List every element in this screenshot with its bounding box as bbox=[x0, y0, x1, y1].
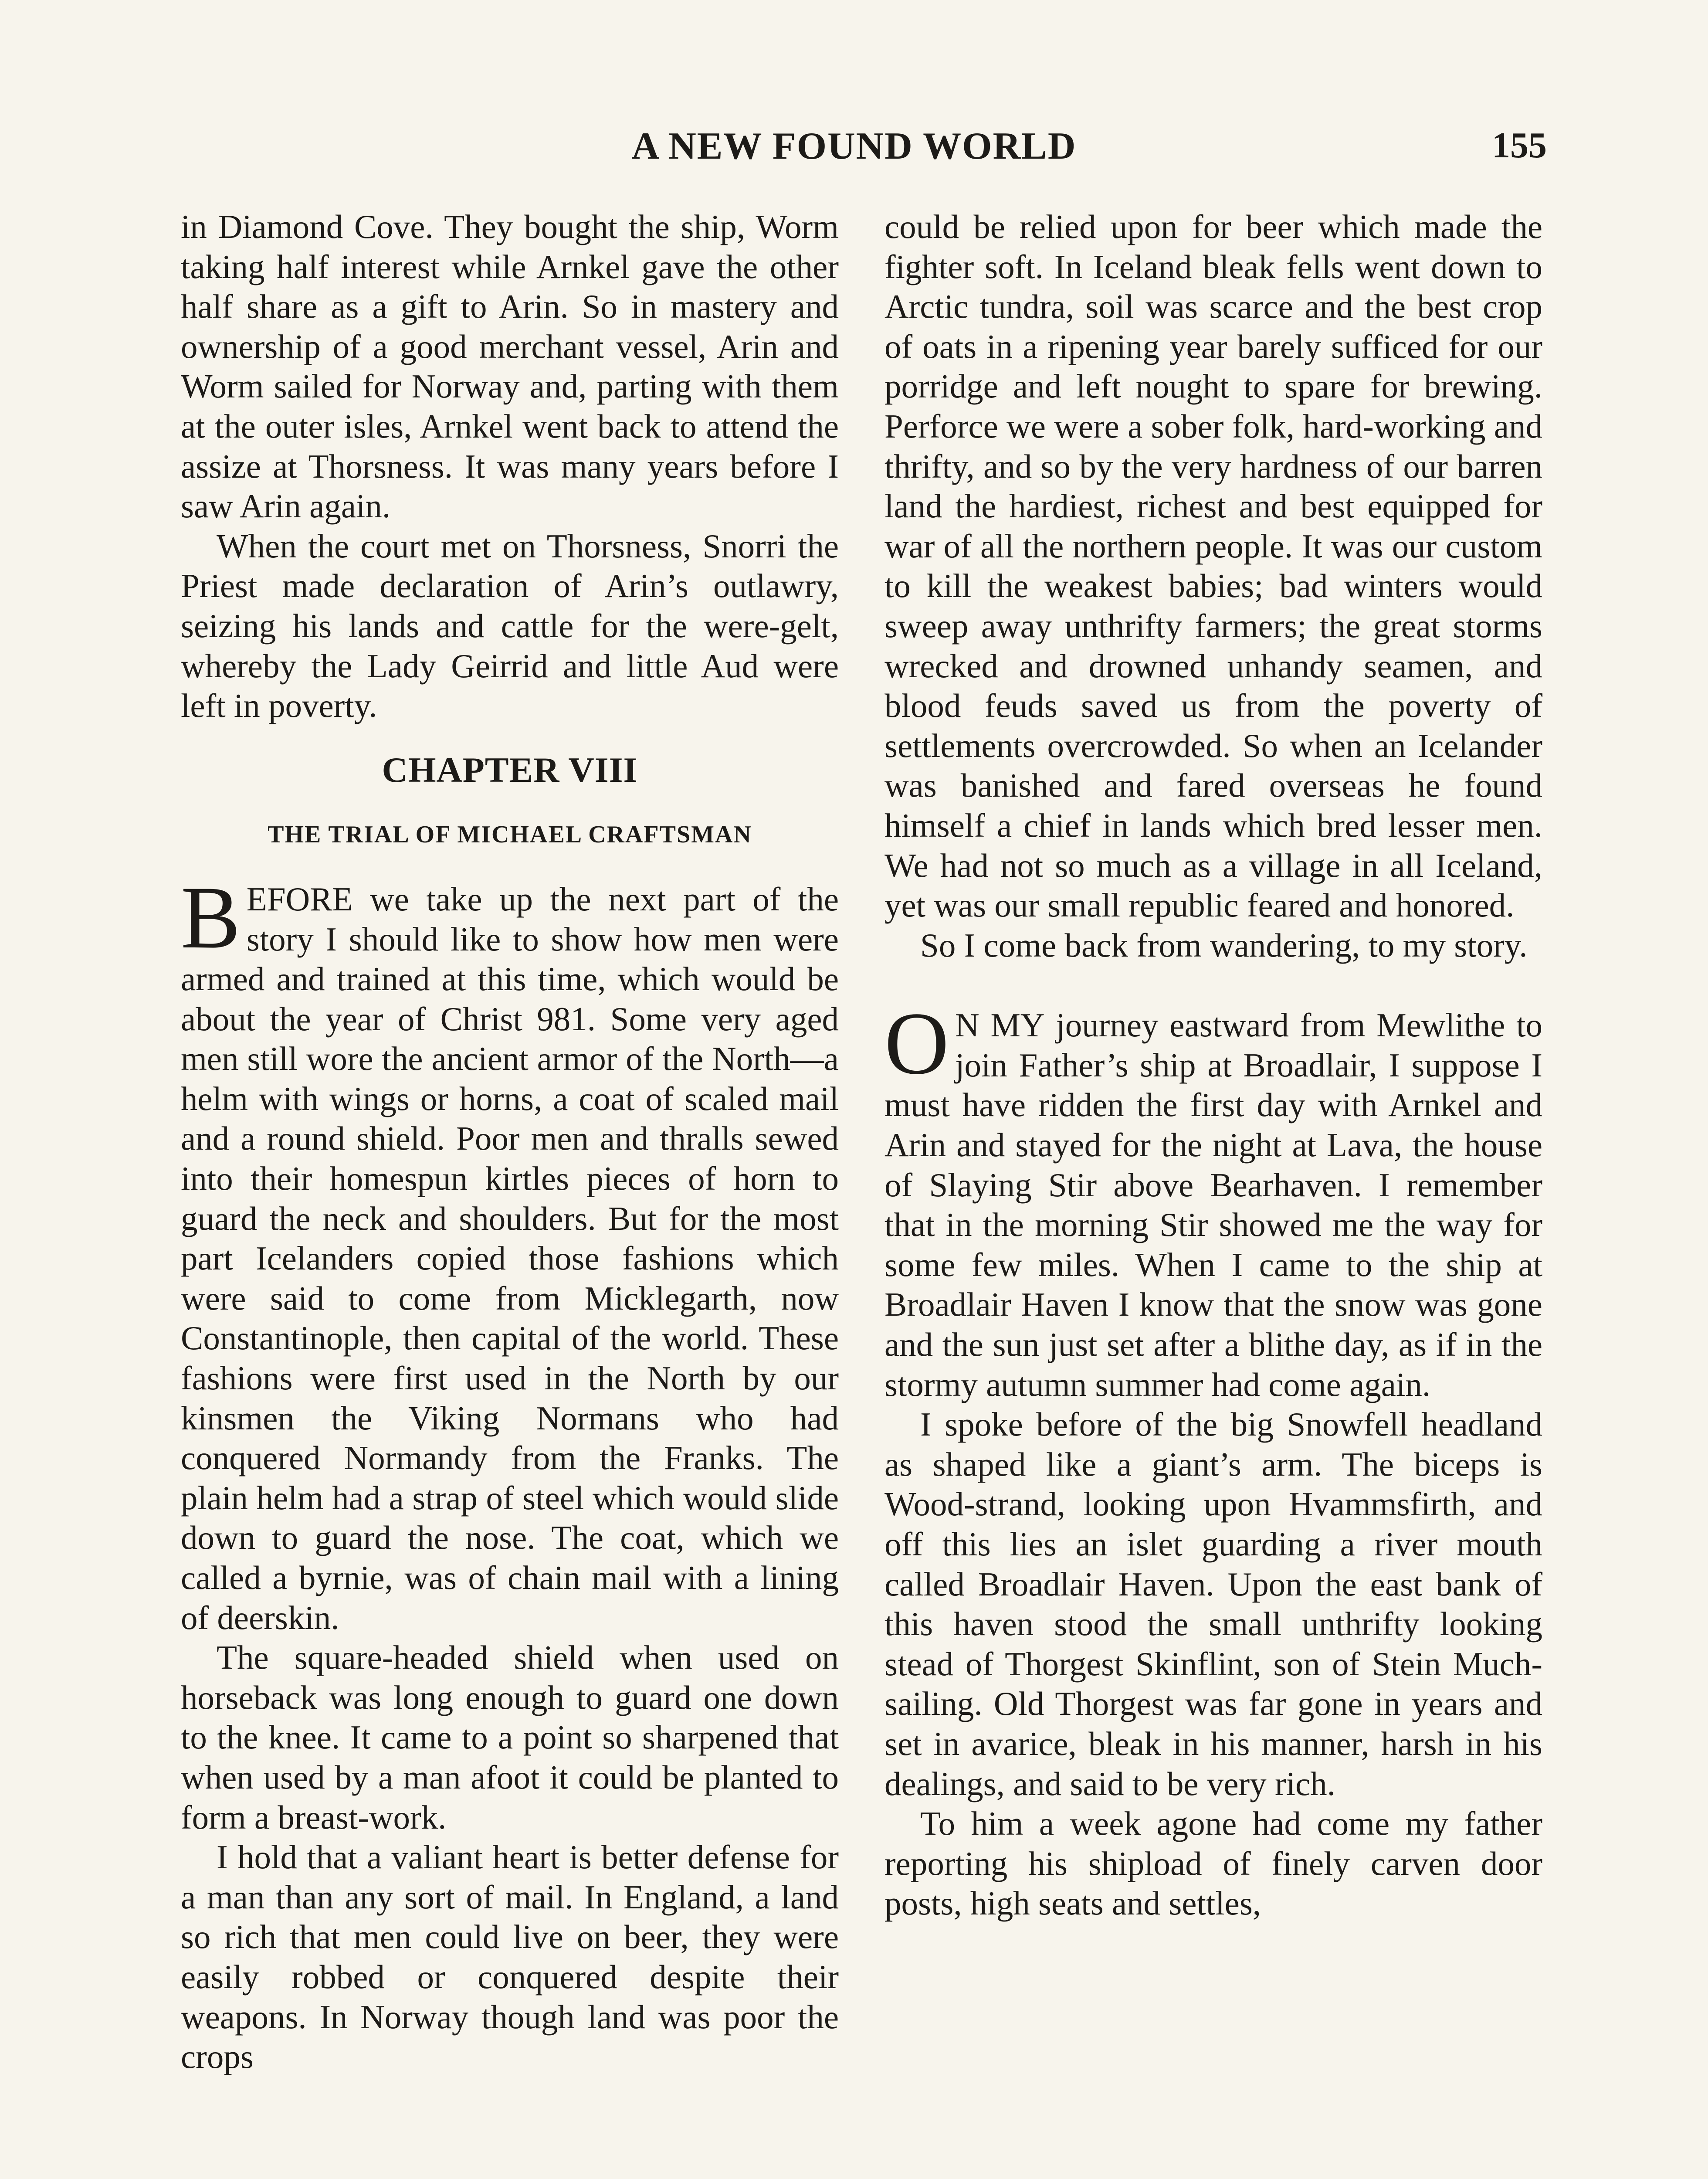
paragraph-text: we take up the next part of the story I should like to show how men were armed and trained at this time, which would be about the year of Christ 981. Some very aged men still wore the ancient armor of the North—a helm with wings or horns, a coat of scaled mail and a round shield. Poor men and thralls sewed into their homespun kirtles pieces of horn to guard the neck and shoulders. But for the most part Icelanders copied those fashions which were said to come from Micklegarth, now Constantinople, then capital of the world. These fashions were first used in the North by our kinsmen the Viking Normans who had conquered Normandy from the Franks. The plain helm had a strap of steel which would slide down to guard the nose. The coat, which we called a byrnie, was of chain mail with a lining of deerskin. bbox=[181, 880, 839, 1636]
section-opening-paragraph bbox=[884, 994, 1542, 1405]
drop-cap: B bbox=[181, 868, 241, 967]
drop-cap: O bbox=[884, 994, 949, 1093]
paragraph: in Diamond Cove. They bought the ship, Worm taking half interest while Arnkel gave the other half share as a gift to Arin. So in mastery and ownership of a good merchant vessel, Arin and Worm sailed for Norway and, parting with them at the outer isles, Arnkel went back to attend the assize at Thorsness. It was many years before I saw Arin again. bbox=[181, 208, 839, 525]
lead-in-caps: N MY bbox=[955, 1006, 1045, 1044]
right-column bbox=[884, 207, 1542, 1924]
opening-paragraph bbox=[181, 868, 839, 1638]
running-title: A NEW FOUND WORLD bbox=[631, 125, 1077, 167]
paragraph: The square-headed shield when used on horseback was long enough to guard one down to the knee. It came to a point so sharpened that when used by a man afoot it could be planted to form a breast-work. bbox=[181, 1639, 839, 1836]
chapter-subtitle: THE TRIAL OF MICHAEL CRAFTSMAN bbox=[268, 821, 752, 849]
left-column bbox=[181, 207, 839, 2077]
paragraph: So I come back from wandering, to my story. bbox=[920, 926, 1528, 964]
paragraph: When the court met on Thorsness, Snorri the Priest made declaration of Arin’s outlawry, seizing his lands and cattle for the were-gelt, whereby the Lady Geirrid and little Aud were left in poverty. bbox=[181, 527, 839, 725]
page-number: 155 bbox=[1492, 125, 1547, 166]
chapter-heading: CHAPTER VIII bbox=[382, 750, 638, 790]
paragraph: I hold that a valiant heart is better defense for a man than any sort of mail. In England, a land so rich that men could live on beer, they were easily robbed or conquered despite their weapons. In Norway though land was poor the crops bbox=[181, 1838, 839, 2076]
paragraph: To him a week agone had come my father reporting his shipload of finely carven door posts, high seats and settles, bbox=[884, 1805, 1542, 1922]
paragraph: could be relied upon for beer which made the fighter soft. In Iceland bleak fells went down to Arctic tundra, soil was scarce and the best crop of oats in a ripening year barely sufficed for our porridge and left nought to spare for brewing. Perforce we were a sober folk, hard-working and thrifty, and so by the very hardness of our barren land the hardiest, richest and best equipped for war of all the northern people. It was our custom to kill the weakest babies; bad winters would sweep away unthrifty farmers; the great storms wrecked and drowned unhandy seamen, and blood feuds saved us from the poverty of settlements overcrowded. So when an Icelander was banished and fared overseas he found himself a chief in lands which bred lesser men. We had not so much as a village in all Iceland, yet was our small republic feared and honored. bbox=[884, 208, 1542, 924]
page-header bbox=[0, 124, 1708, 172]
paragraph-text: journey eastward from Mewlithe to join Father’s ship at Broadlair, I suppose I must have ridden the first day with Arnkel and Arin and stayed for the night at Lava, the house of Slaying Stir above Bearhaven. I remember that in the morning Stir showed me the way for some few miles. When I came to the ship at Broadlair Haven I know that the snow was gone and the sun just set after a blithe day, as if in the stormy autumn summer had come again. bbox=[884, 1006, 1542, 1403]
lead-in-caps: EFORE bbox=[246, 880, 353, 918]
paragraph: I spoke before of the big Snowfell headland as shaped like a giant’s arm. The biceps is Wood-strand, looking upon Hvammsfirth, and off this lies an islet guarding a river mouth called Broadlair Haven. Upon the east bank of this haven stood the small unthrifty looking stead of Thorgest Skinflint, son of Stein Much-sailing. Old Thorgest was far gone in years and set in avarice, bleak in his manner, harsh in his dealings, and said to be very rich. bbox=[884, 1405, 1542, 1802]
